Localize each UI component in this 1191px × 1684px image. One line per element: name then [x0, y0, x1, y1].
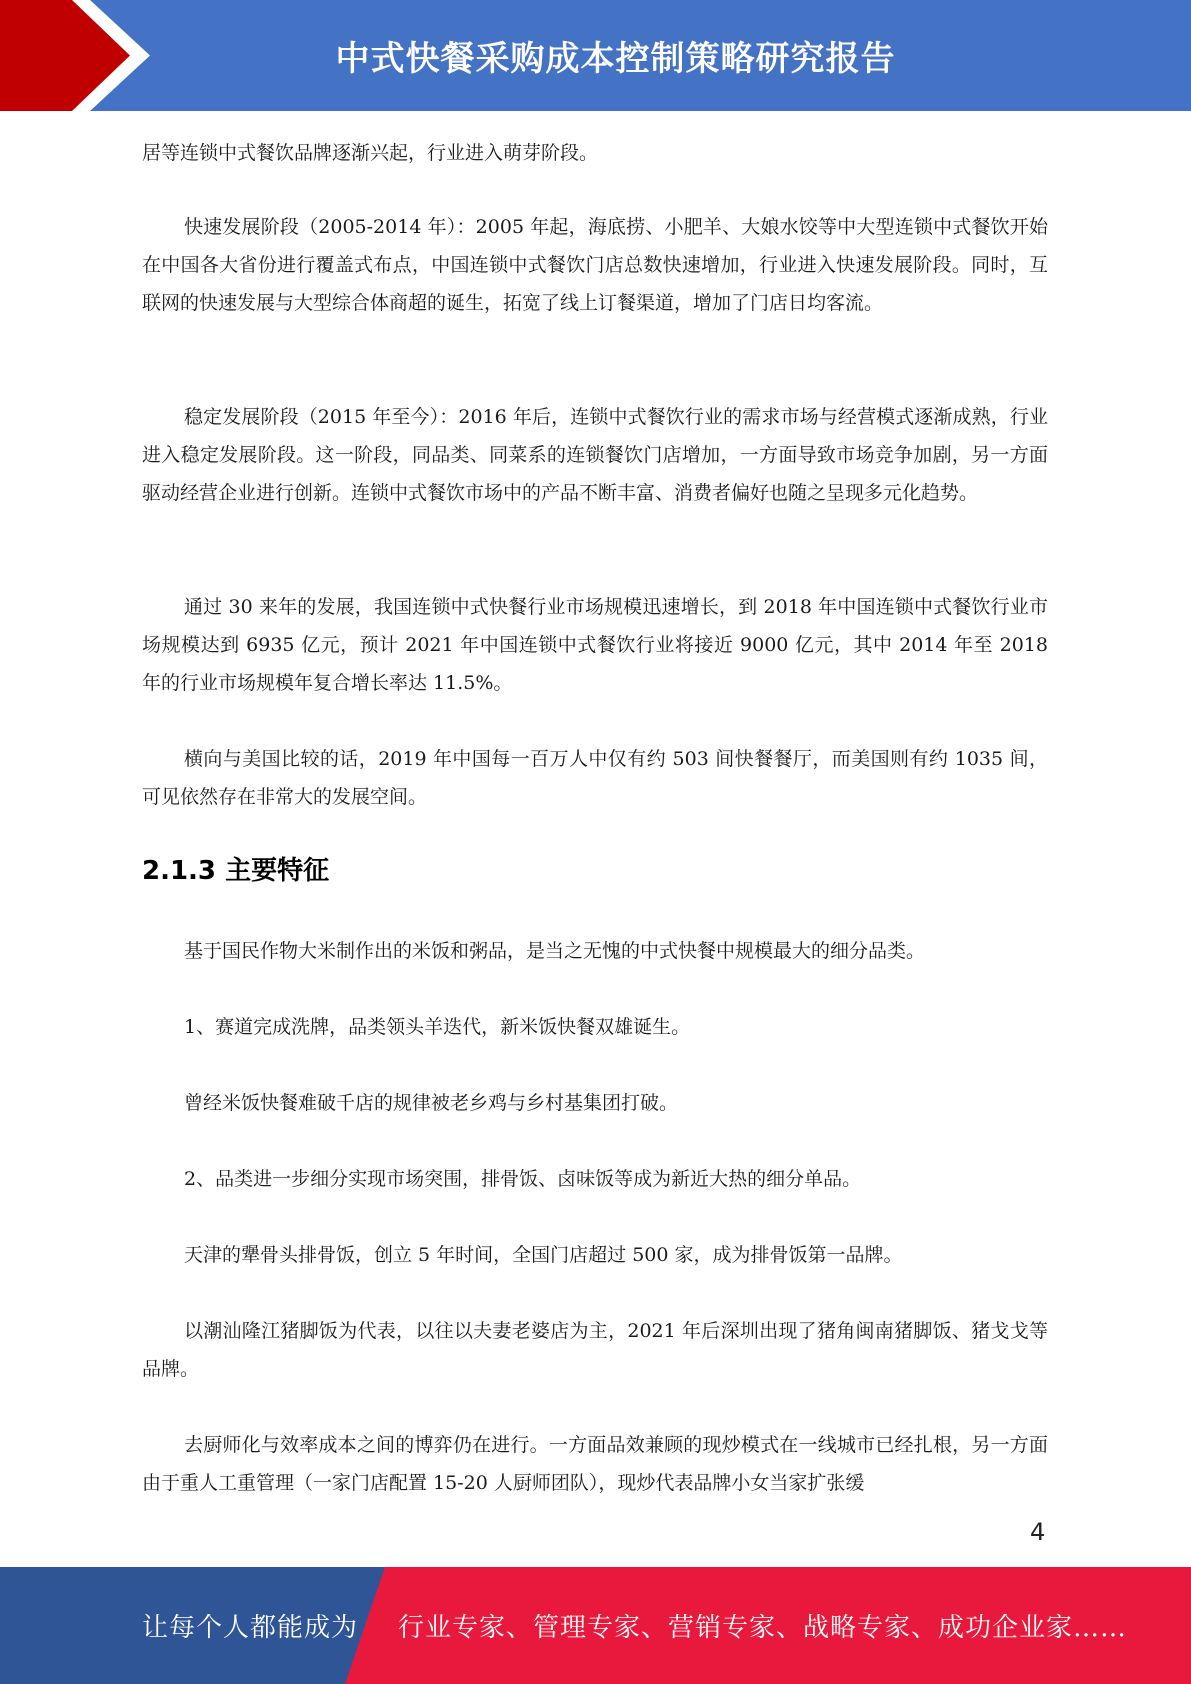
paragraph: 以潮汕隆江猪脚饭为代表，以往以夫妻老婆店为主，2021 年后深圳出现了猪角闽南猪脚饭、猪戈戈等品牌。 [142, 1320, 1048, 1380]
header-arrow-decoration [0, 0, 150, 111]
list-item: 2、品类进一步细分实现市场突围，排骨饭、卤味饭等成为新近大热的细分单品。 [184, 1168, 862, 1190]
paragraph: 通过 30 来年的发展，我国连锁中式快餐行业市场规模迅速增长，到 2018 年中国连锁中式餐饮行业市场规模达到 6935 亿元，预计 2021 年中国连锁中式餐饮行业将接近 9000 亿元，其中 2014 年至 2018 年的行业市场规模年复合增长率达 11.5%。 [142, 596, 1048, 694]
footer-slogan-left: 让每个人都能成为 [142, 1613, 359, 1643]
list-item: 1、赛道完成洗牌，品类领头羊迭代，新米饭快餐双雄诞生。 [184, 1016, 691, 1038]
page-footer [0, 1567, 1191, 1684]
footer-slogan-right: 行业专家、管理专家、营销专家、战略专家、成功企业家…… [398, 1613, 1128, 1643]
paragraph: 横向与美国比较的话，2019 年中国每一百万人中仅有约 503 间快餐餐厅，而美国则有约 1035 间，可见依然存在非常大的发展空间。 [142, 748, 1048, 808]
paragraph: 快速发展阶段（2005-2014 年）：2005 年起，海底捞、小肥羊、大娘水饺等中大型连锁中式餐饮开始在中国各大省份进行覆盖式布点，中国连锁中式餐饮门店总数快速增加，行业进入快速发展阶段。同时，互联网的快速发展与大型综合体商超的诞生，拓宽了线上订餐渠道，增加了门店日均客流。 [142, 216, 1048, 314]
paragraph: 居等连锁中式餐饮品牌逐渐兴起，行业进入萌芽阶段。 [142, 142, 599, 164]
paragraph: 天津的犟骨头排骨饭，创立 5 年时间，全国门店超过 500 家，成为排骨饭第一品牌。 [184, 1244, 903, 1266]
page-number: 4 [1030, 1518, 1046, 1546]
paragraph: 基于国民作物大米制作出的米饭和粥品，是当之无愧的中式快餐中规模最大的细分品类。 [184, 940, 926, 962]
section-heading: 2.1.3 主要特征 [142, 856, 330, 886]
report-title: 中式快餐采购成本控制策略研究报告 [335, 39, 896, 79]
paragraph: 稳定发展阶段（2015 年至今）：2016 年后，连锁中式餐饮行业的需求市场与经营模式逐渐成熟，行业进入稳定发展阶段。这一阶段，同品类、同菜系的连锁餐饮门店增加，一方面导致市场竞争加剧，另一方面驱动经营企业进行创新。连锁中式餐饮市场中的产品不断丰富、消费者偏好也随之呈现多元化趋势。 [142, 406, 1048, 504]
paragraph: 曾经米饭快餐难破千店的规律被老乡鸡与乡村基集团打破。 [184, 1092, 679, 1114]
page-header [0, 0, 1191, 111]
paragraph: 去厨师化与效率成本之间的博弈仍在进行。一方面品效兼顾的现炒模式在一线城市已经扎根，另一方面由于重人工重管理（一家门店配置 15-20 人厨师团队），现炒代表品牌小女当家扩张缓 [142, 1434, 1048, 1494]
